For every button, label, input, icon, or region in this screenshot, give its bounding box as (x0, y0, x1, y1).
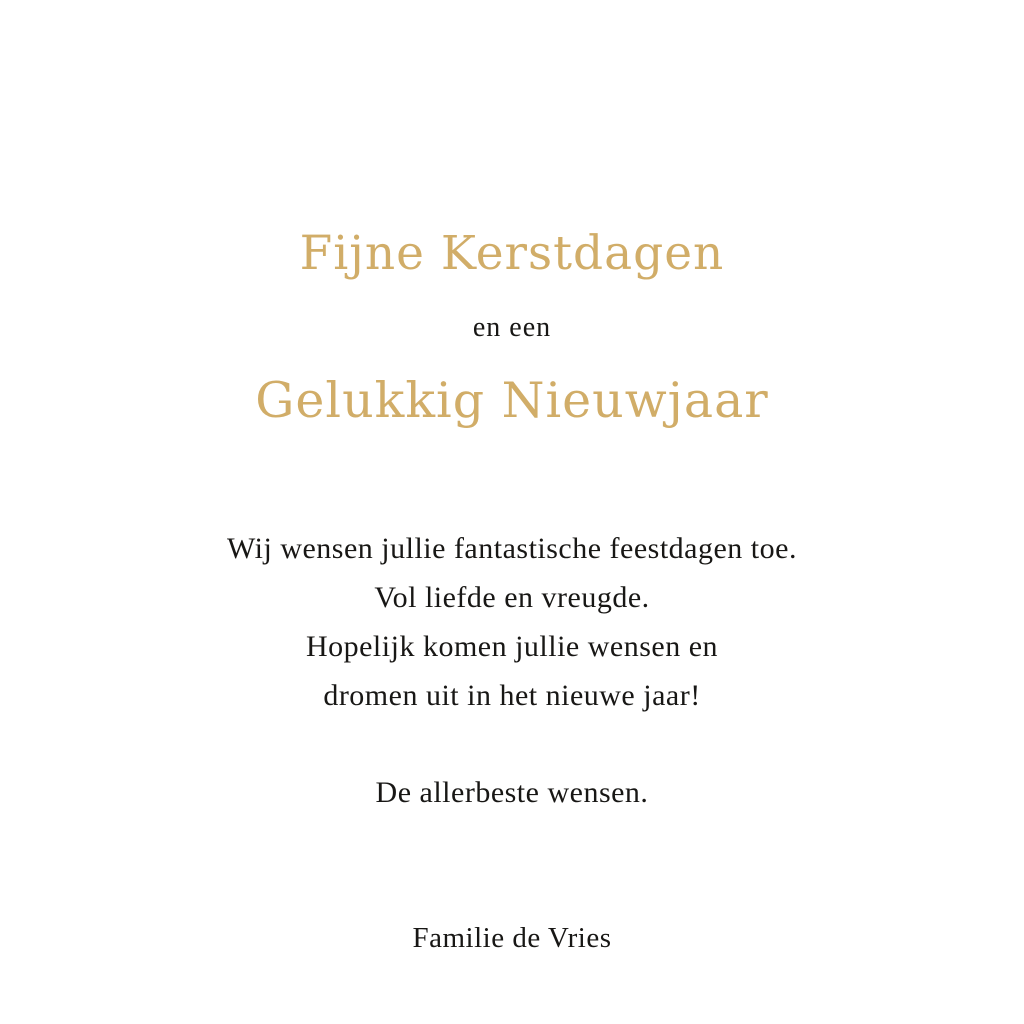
card-title-christmas: Fijne Kerstdagen (299, 226, 725, 281)
card-title-newyear: Gelukkig Nieuwjaar (255, 372, 769, 429)
card-connector-text: en een (472, 312, 552, 343)
message-line: Vol liefde en vreugde. (374, 581, 650, 614)
card-message (0, 524, 1024, 720)
message-line: Wij wensen jullie fantastische feestdagen toe. (227, 532, 797, 565)
message-line: dromen uit in het nieuwe jaar! (323, 679, 701, 712)
card-closing: De allerbeste wensen. (375, 776, 649, 809)
message-line: Hopelijk komen jullie wensen en (305, 630, 719, 663)
card-signature: Familie de Vries (412, 922, 612, 954)
